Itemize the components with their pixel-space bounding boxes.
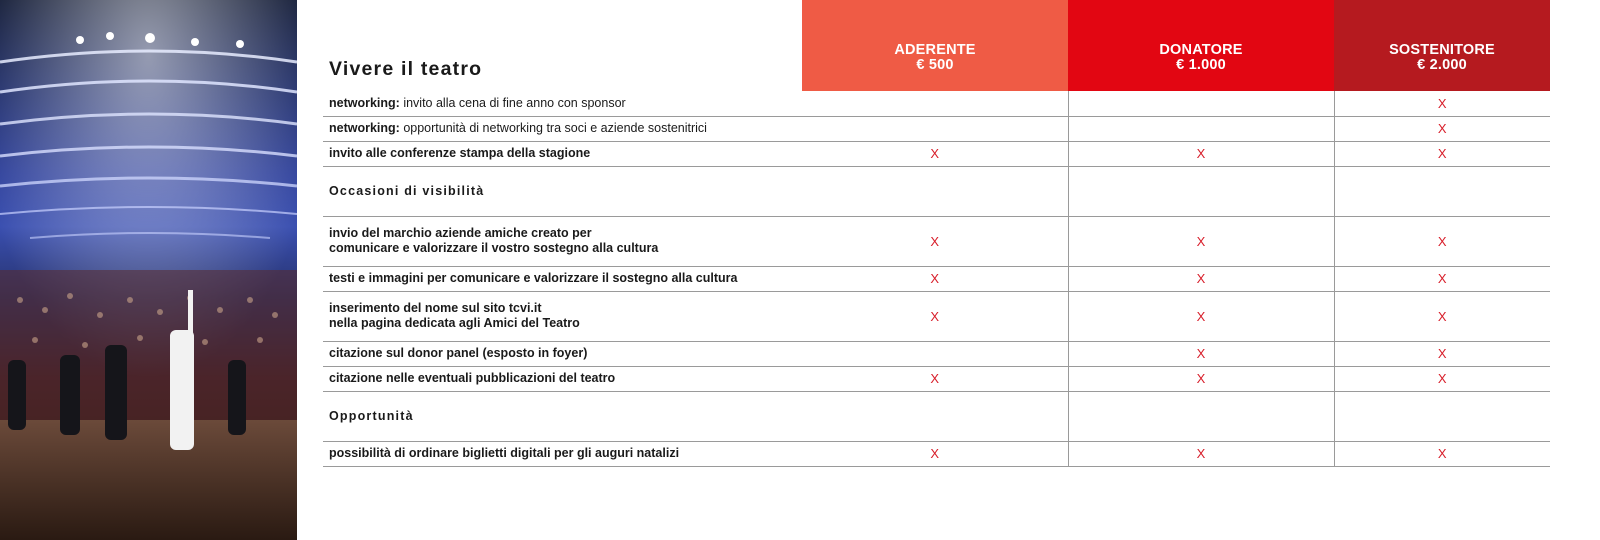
tier-name: ADERENTE: [894, 42, 976, 58]
table-row: [323, 266, 1550, 291]
empty-cell: [802, 166, 1068, 216]
empty-cell: [1068, 391, 1334, 441]
row-label: [323, 216, 802, 266]
mark-cell: X: [1068, 141, 1334, 166]
row-label: citazione nelle eventuali pubblicazioni del teatro: [323, 366, 802, 391]
mark-cell: X: [1334, 366, 1550, 391]
tier-price: € 1.000: [1176, 57, 1226, 73]
row-label: [323, 91, 802, 116]
row-label: citazione sul donor panel (esposto in foyer): [323, 341, 802, 366]
mark-cell: X: [1068, 216, 1334, 266]
table-row: [323, 91, 1550, 116]
mark-cell: [802, 91, 1068, 116]
section-title-vivere: Vivere il teatro: [329, 58, 483, 80]
section-row: [323, 166, 1550, 216]
mark-cell: X: [1334, 116, 1550, 141]
tier-price: € 500: [916, 57, 954, 73]
row-label-line: nella pagina dedicata agli Amici del Teatro: [329, 316, 580, 330]
table-row: [323, 341, 1550, 366]
tier-header-aderente: [802, 0, 1068, 91]
header-row: [323, 0, 1550, 91]
row-label: [323, 116, 802, 141]
mark-cell: X: [802, 141, 1068, 166]
mark-cell: [1068, 91, 1334, 116]
membership-table: [323, 0, 1550, 467]
mark-cell: [1068, 116, 1334, 141]
mark-cell: X: [1068, 266, 1334, 291]
tier-name: SOSTENITORE: [1389, 42, 1495, 58]
row-label-text: invito alla cena di fine anno con sponsor: [399, 95, 626, 110]
mark-cell: X: [1334, 216, 1550, 266]
mark-cell: X: [1334, 441, 1550, 466]
mark-cell: X: [1068, 341, 1334, 366]
mark-cell: X: [1334, 291, 1550, 341]
theatre-photo: [0, 0, 297, 540]
empty-cell: [1068, 166, 1334, 216]
row-label: [323, 291, 802, 341]
mark-cell: X: [1068, 291, 1334, 341]
row-label-line: comunicare e valorizzare il vostro sostegno alla cultura: [329, 241, 659, 255]
table-row: [323, 216, 1550, 266]
mark-cell: X: [1334, 91, 1550, 116]
mark-cell: X: [802, 266, 1068, 291]
row-label-line: invio del marchio aziende amiche creato per: [329, 226, 592, 240]
table-row: [323, 441, 1550, 466]
row-label: testi e immagini per comunicare e valorizzare il sostegno alla cultura: [323, 266, 802, 291]
section-title-visibilita: Occasioni di visibilità: [323, 166, 802, 216]
mark-cell: X: [1068, 441, 1334, 466]
mark-cell: X: [802, 291, 1068, 341]
tier-price: € 2.000: [1417, 57, 1467, 73]
mark-cell: X: [1334, 341, 1550, 366]
table-row: [323, 366, 1550, 391]
section-row: [323, 391, 1550, 441]
mark-cell: X: [802, 441, 1068, 466]
row-label: invito alle conferenze stampa della stagione: [323, 141, 802, 166]
table-row: [323, 291, 1550, 341]
mark-cell: X: [1334, 266, 1550, 291]
mark-cell: X: [1334, 141, 1550, 166]
tier-header-sostenitore: [1334, 0, 1550, 91]
mark-cell: [802, 116, 1068, 141]
empty-cell: [1334, 166, 1550, 216]
table-row: [323, 116, 1550, 141]
empty-cell: [1334, 391, 1550, 441]
mark-cell: [802, 341, 1068, 366]
row-label-prefix: networking:: [329, 95, 400, 110]
table-row: [323, 141, 1550, 166]
theatre-illustration: [0, 0, 297, 540]
mark-cell: X: [1068, 366, 1334, 391]
mark-cell: X: [802, 366, 1068, 391]
tier-header-donatore: [1068, 0, 1334, 91]
tier-name: DONATORE: [1159, 42, 1243, 58]
row-label-line: inserimento del nome sul sito tcvi.it: [329, 301, 542, 315]
section-title-opportunita: Opportunità: [323, 391, 802, 441]
row-label: possibilità di ordinare biglietti digitali per gli auguri natalizi: [323, 441, 802, 466]
row-label-text: opportunità di networking tra soci e aziende sostenitrici: [399, 121, 707, 135]
mark-cell: X: [802, 216, 1068, 266]
row-label-prefix: networking:: [329, 121, 400, 135]
empty-cell: [802, 391, 1068, 441]
